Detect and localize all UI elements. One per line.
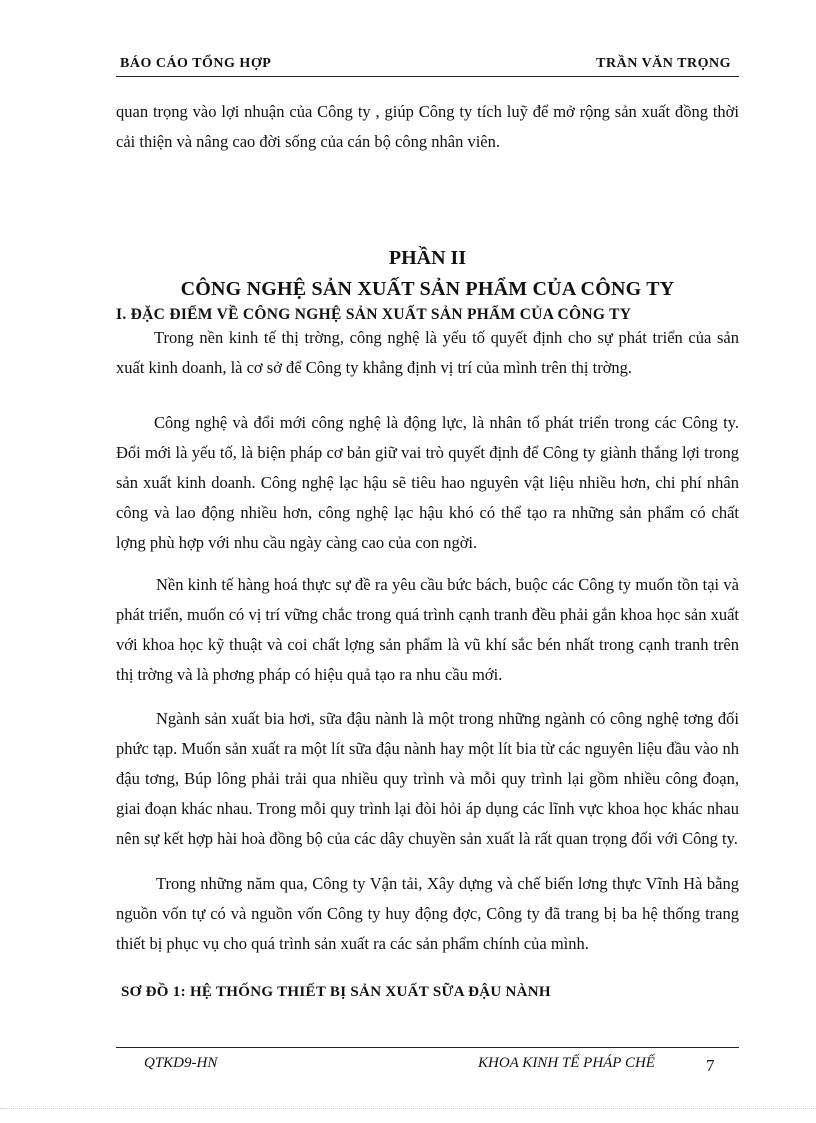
header-rule [116, 76, 739, 77]
part-subtitle: CÔNG NGHỆ SẢN XUẤT SẢN PHẨM CỦA CÔNG TY [180, 278, 675, 300]
footer-class-code: QTKD9-HN [144, 1055, 218, 1071]
paragraph: Ngành sản xuất bia hơi, sữa đậu nành là một trong những ngành có công nghệ tơng đối phức tạp. Muốn sản xuất ra một lít sữa đậu nành hay một lít bia từ các nguyên liệu đầu vào nh đậu tơng, Búp lông phải trải qua nhiều quy trình và mỗi quy trình lại gồm nhiều công đoạn, giai đoạn khác nhau. Trong mỗi quy trình lại đòi hỏi áp dụng các lĩnh vực khoa học khác nhau nên sự kết hợp hài hoà đồng bộ của các dây chuyền sản xuất là rất quan trọng đối với Công ty. [116, 709, 739, 848]
part-title: PHẦN II [388, 247, 467, 269]
paragraph: Trong những năm qua, Công ty Vận tải, Xây dựng và chế biến lơng thực Vĩnh Hà bằng nguồn vốn tự có và nguồn vốn Công ty huy động đợc, Công ty đã trang bị ba hệ thống trang thiết bị phục vụ cho quá trình sản xuất ra các sản phẩm chính của mình. [116, 874, 739, 953]
page-number: 7 [706, 1056, 715, 1075]
footer-faculty: KHOA KINH TẾ PHÁP CHẾ [478, 1055, 655, 1071]
header-report-title: BÁO CÁO TỔNG HỢP [120, 56, 272, 71]
section-heading: I. ĐẶC ĐIỂM VỀ CÔNG NGHỆ SẢN XUẤT SẢN PHẨM CỦA CÔNG TY [116, 306, 632, 323]
page-edge-dots [0, 1108, 816, 1109]
paragraph: Nền kinh tế hàng hoá thực sự đề ra yêu cầu bức bách, buộc các Công ty muốn tồn tại và phát triển, muốn có vị trí vững chắc trong quá trình cạnh tranh đều phải gắn khoa học sản xuất với khoa học kỹ thuật và coi chất lợng sản phẩm là vũ khí sắc bén nhất trong cạnh tranh trên thị trờng và là phơng pháp có hiệu quả tạo ra nhu cầu mới. [116, 575, 739, 684]
diagram-heading: SƠ ĐỒ 1: HỆ THỐNG THIẾT BỊ SẢN XUẤT SỮA ĐẬU NÀNH [121, 984, 551, 1000]
paragraph: Công nghệ và đổi mới công nghệ là động lực, là nhân tố phát triển trong các Công ty. Đổi mới là yếu tố, là biện pháp cơ bản giữ vai trò quyết định để Công ty giành thắng lợi trong sản xuất kinh doanh. Công nghệ lạc hậu sẽ tiêu hao nguyên vật liệu nhiều hơn, chi phí nhân công và lao động nhiều hơn, công nghệ lạc hậu khó có thể tạo ra những sản phẩm có chất lợng phù hợp với nhu cầu ngày càng cao của con ngời. [116, 413, 739, 552]
header-author: TRẦN VĂN TRỌNG [596, 56, 731, 71]
page-header [116, 56, 739, 78]
paragraph-continued: quan trọng vào lợi nhuận của Công ty , giúp Công ty tích luỹ để mở rộng sản xuất đồng thời cải thiện và nâng cao đời sống của cán bộ công nhân viên. [116, 102, 739, 151]
paragraph: Trong nền kinh tế thị trờng, công nghệ là yếu tố quyết định cho sự phát triển của sản xuất kinh doanh, là cơ sở để Công ty khẳng định vị trí của mình trên thị trờng. [116, 328, 739, 377]
footer-rule [116, 1047, 739, 1048]
page-footer [116, 1047, 739, 1087]
